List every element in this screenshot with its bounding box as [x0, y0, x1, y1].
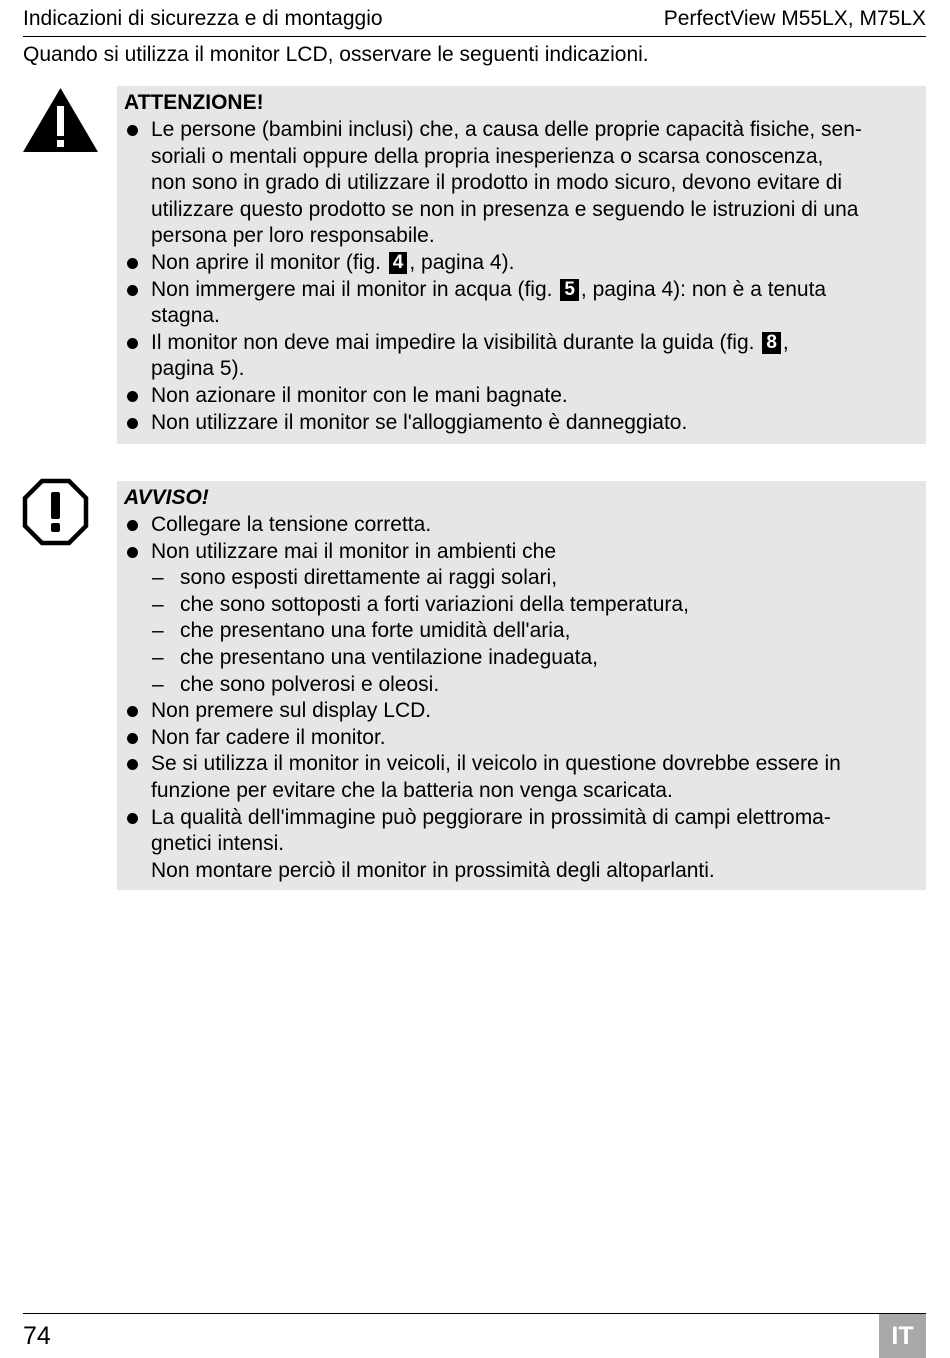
- attention-box: [117, 86, 926, 444]
- warning-triangle-icon: [22, 86, 99, 154]
- sub-list-item: – che presentano una forte umidità dell'aria,: [124, 618, 916, 645]
- sub-list-item: – che sono sottoposti a forti variazioni della temperatura,: [124, 592, 916, 619]
- sub-list-item: – che presentano una ventilazione inadeguata,: [124, 645, 916, 672]
- notice-box: [117, 481, 926, 890]
- list-item: Non immergere mai il monitor in acqua (fig. 5 , pagina 4): non è a tenuta stagna.: [124, 277, 916, 330]
- list-item: Se si utilizza il monitor in veicoli, il veicolo in questione dovrebbe essere in funzione per evitare che la batteria non venga scaricata.: [124, 751, 916, 804]
- language-tab: IT: [879, 1314, 926, 1358]
- list-item: Non aprire il monitor (fig. 4 , pagina 4).: [124, 250, 916, 277]
- figure-ref-badge: 8: [762, 332, 781, 354]
- page-header: [23, 4, 926, 37]
- list-item: Non premere sul display LCD.: [124, 698, 916, 725]
- header-product-name: PerfectView M55LX, M75LX: [663, 7, 926, 30]
- list-item: Non utilizzare mai il monitor in ambienti che: [124, 539, 916, 566]
- figure-ref-badge: 5: [560, 279, 579, 301]
- list-item: Non far cadere il monitor.: [124, 725, 916, 752]
- list-item: Le persone (bambini inclusi) che, a causa delle proprie capacità fisiche, sen- soriali o mentali oppure della propria inesperienza o scarsa conoscenza, non sono in grado di utilizzare il prodotto in modo sicuro, devono evitare di utilizzare questo prodotto se non in presenza e seguendo le istruzioni di una persona per loro responsabile.: [124, 117, 916, 250]
- header-section-title: Indicazioni di sicurezza e di montaggio: [23, 7, 383, 30]
- notice-title: AVVISO!: [124, 486, 209, 509]
- attention-list: [124, 117, 916, 436]
- page-number: 74: [23, 1322, 51, 1350]
- exclamation-octagon-icon: [22, 478, 89, 546]
- list-item: Collegare la tensione corretta.: [124, 512, 916, 539]
- sub-list-item: – che sono polverosi e oleosi.: [124, 672, 916, 699]
- list-item: Il monitor non deve mai impedire la visibilità durante la guida (fig. 8 , pagina 5).: [124, 330, 916, 383]
- figure-ref-badge: 4: [389, 252, 408, 274]
- list-item: Non azionare il monitor con le mani bagnate.: [124, 383, 916, 410]
- list-item: La qualità dell'immagine può peggiorare in prossimità di campi elettroma- gnetici intensi. Non montare perciò il monitor in prossimità degli altoparlanti.: [124, 805, 916, 885]
- attention-title: ATTENZIONE!: [124, 91, 264, 114]
- list-item: Non utilizzare il monitor se l'alloggiamento è danneggiato.: [124, 410, 916, 437]
- notice-list: [124, 512, 916, 884]
- footer-divider: [23, 1313, 926, 1314]
- intro-text: Quando si utilizza il monitor LCD, osservare le seguenti indicazioni.: [23, 43, 649, 66]
- sub-list-item: – sono esposti direttamente ai raggi solari,: [124, 565, 916, 592]
